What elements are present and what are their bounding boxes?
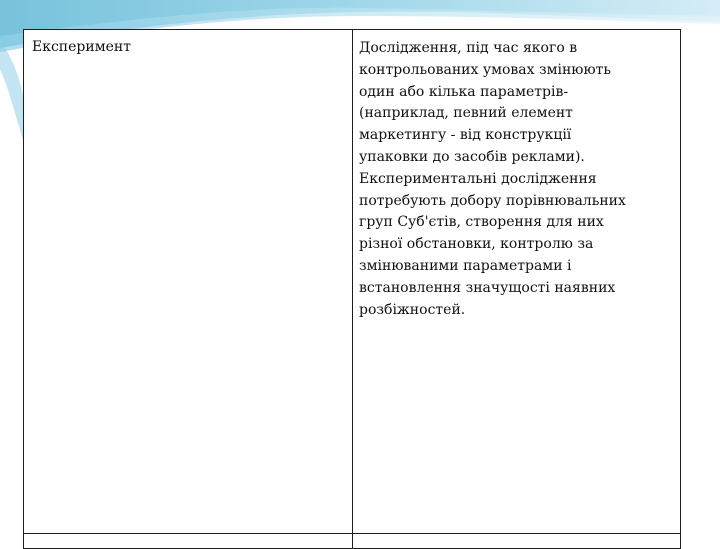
definition-line: потребують добору порівнювальних <box>359 192 626 209</box>
definition-line: один або кілька параметрів- <box>359 83 569 100</box>
left-wave-band <box>0 40 23 140</box>
definition-line: змінюваними параметрами і <box>359 257 572 274</box>
definition-line: контрольованих умовах змінюють <box>359 61 612 78</box>
definition-line: різної обстановки, контролю за <box>359 236 594 253</box>
definition-line: (наприклад, певний елемент <box>359 105 573 122</box>
term-cell-experiment: Експеримент <box>32 39 131 55</box>
definition-line: розбіжностей. <box>359 301 466 318</box>
definitions-table <box>23 29 681 549</box>
definition-cell-experiment <box>359 38 669 321</box>
column-divider <box>352 30 353 548</box>
definition-line: Експериментальні дослідження <box>359 170 597 187</box>
definition-line: упаковки до засобів реклами). <box>359 148 585 165</box>
definition-line: маркетингу - від конструкції <box>359 127 572 144</box>
row-divider <box>24 533 680 534</box>
definition-line: встановлення значущості наявних <box>359 279 616 296</box>
definition-line: груп Суб'єтів, створення для них <box>359 214 604 231</box>
definition-line: Дослідження, під час якого в <box>359 40 578 56</box>
